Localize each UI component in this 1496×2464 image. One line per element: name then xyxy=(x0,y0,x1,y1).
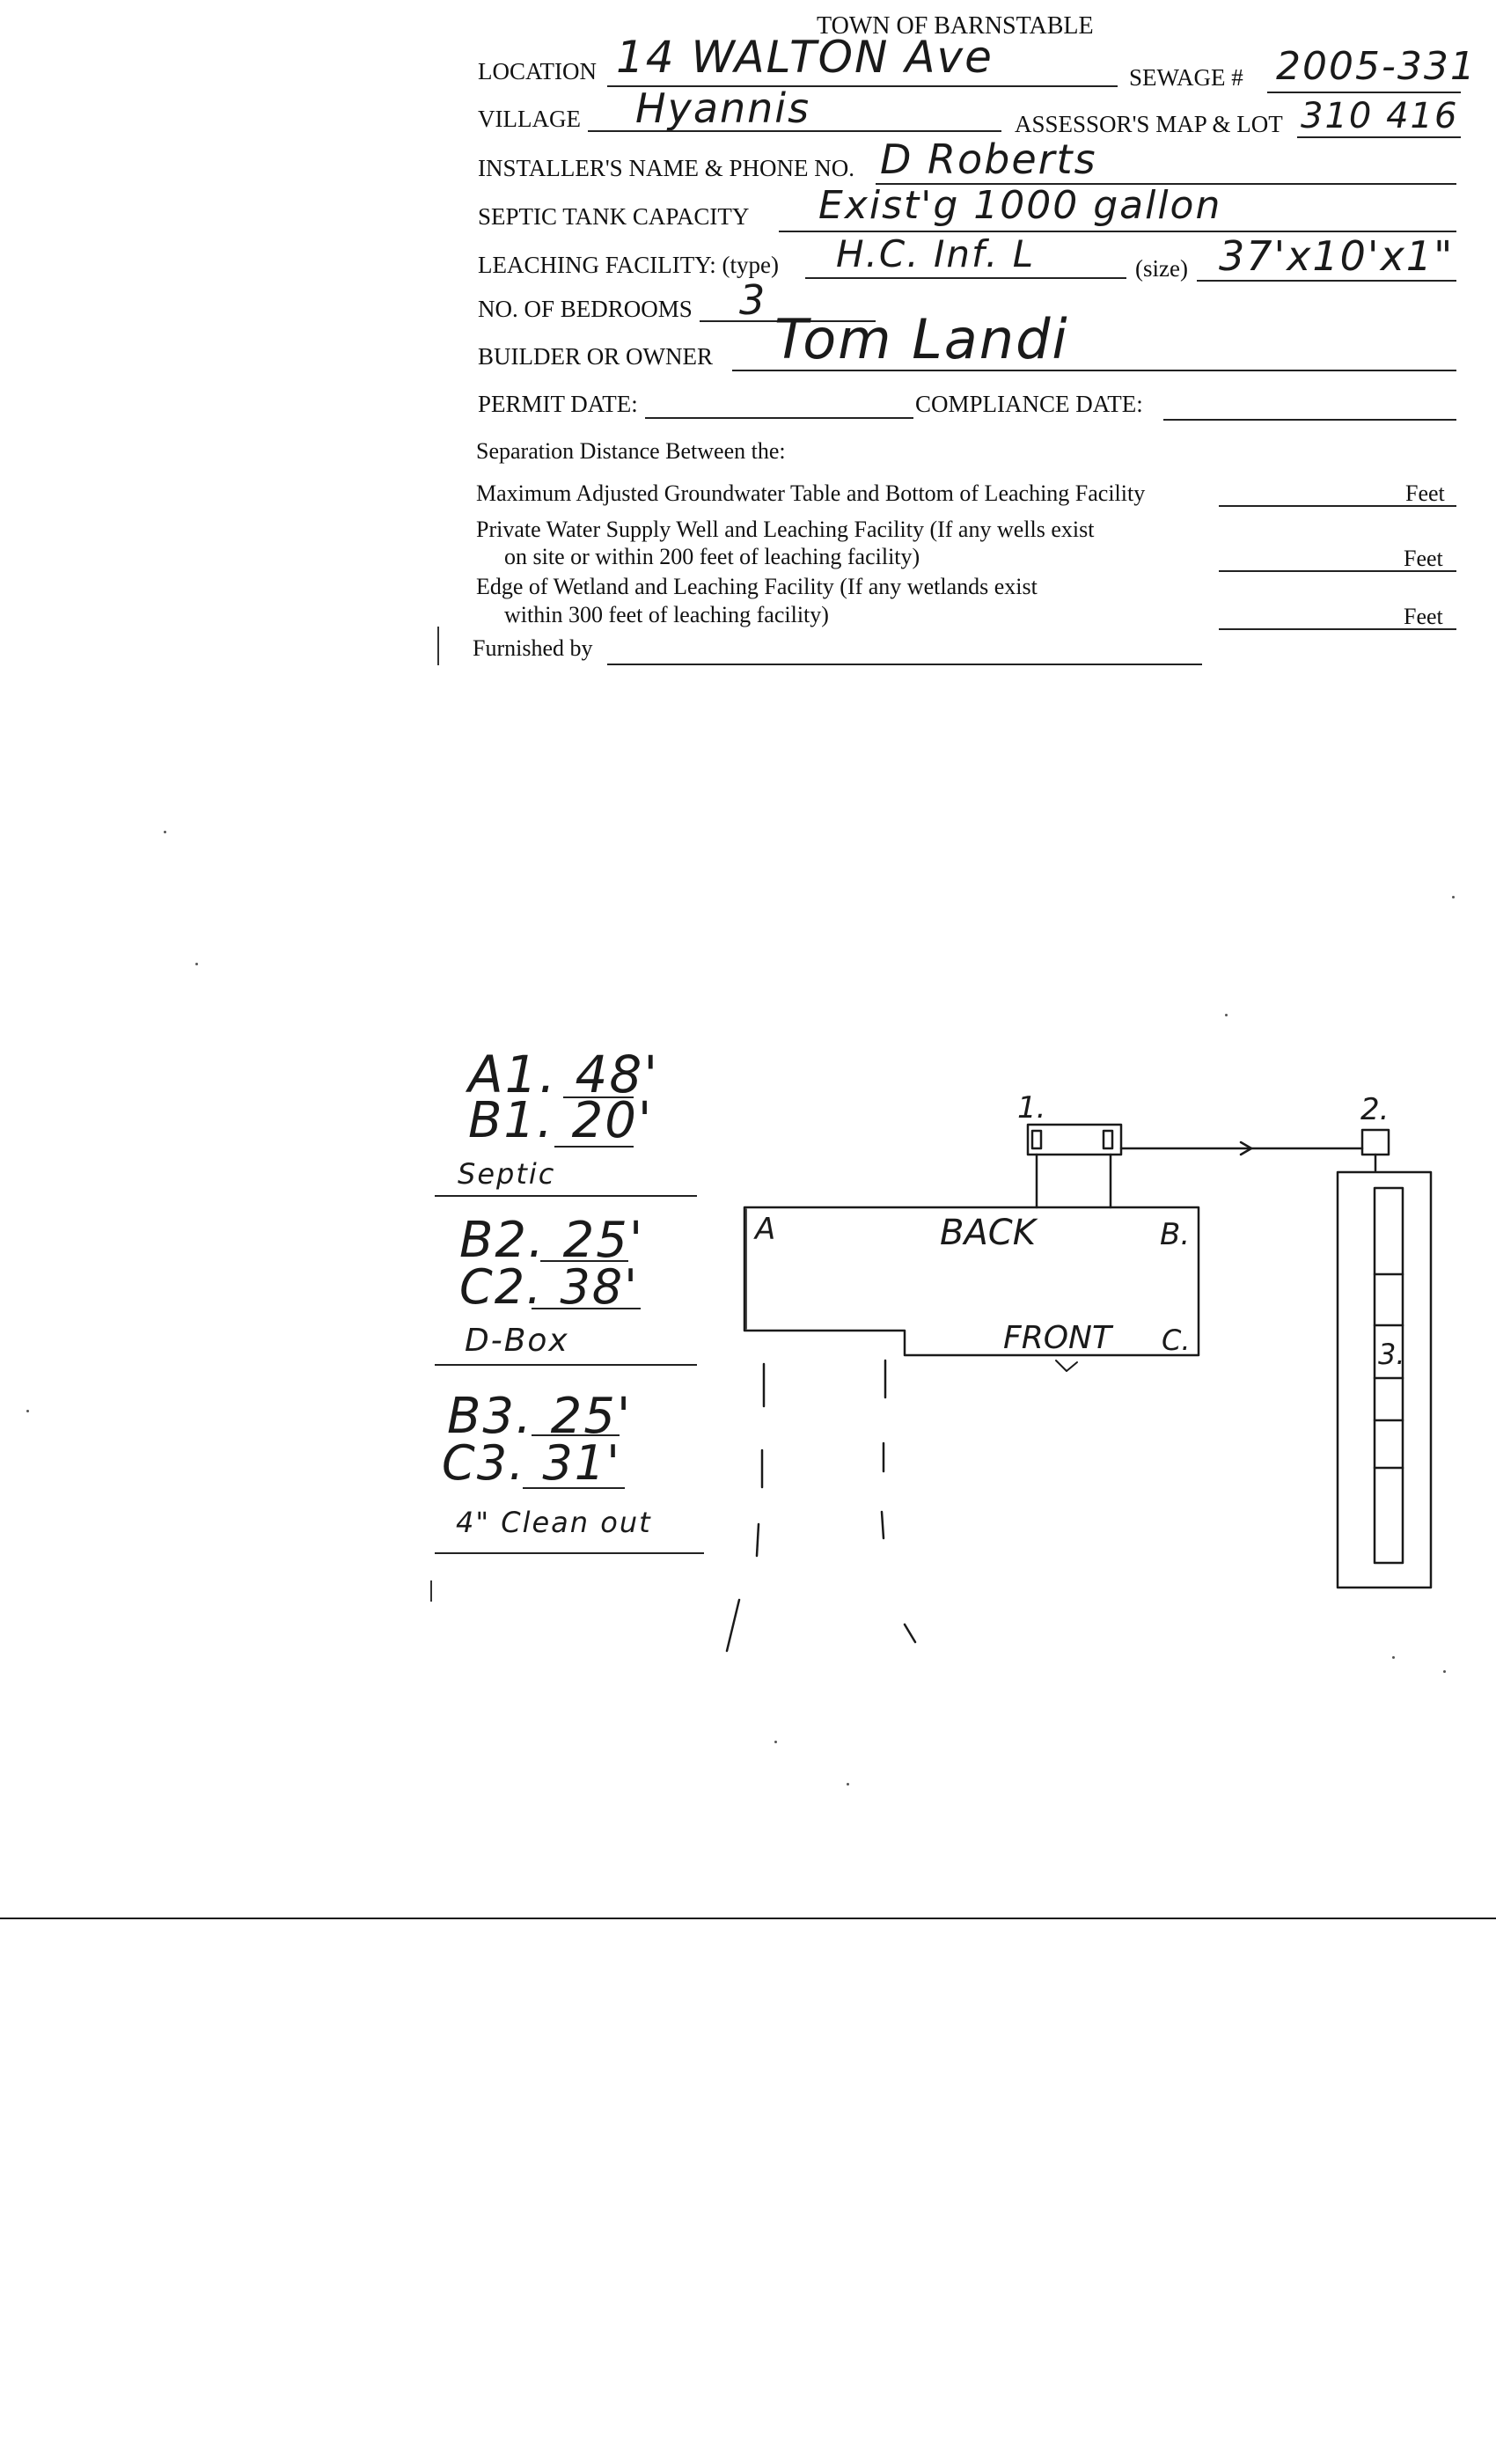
assessor-label: ASSESSOR'S MAP & LOT xyxy=(1015,111,1283,137)
scan-speck xyxy=(1443,1670,1446,1673)
furnished-by-label: Furnished by xyxy=(473,635,593,661)
separation-item-text-2: on site or within 200 feet of leaching facility) xyxy=(504,544,920,569)
leaching-size-label: (size) xyxy=(1135,255,1188,282)
location-label: LOCATION xyxy=(478,58,597,84)
builder-value: Tom Landi xyxy=(774,307,1069,371)
note-caption-dbox: D-Box xyxy=(465,1323,569,1359)
location-value: 14 WALTON Ave xyxy=(616,32,994,83)
septic-capacity-label: SEPTIC TANK CAPACITY xyxy=(478,203,750,230)
septic-tank-outlet xyxy=(1104,1131,1112,1148)
note-value: 38' xyxy=(560,1259,639,1315)
note-value: 25' xyxy=(550,1388,633,1445)
separation-unit: Feet xyxy=(1404,546,1443,571)
driveway-left xyxy=(727,1600,739,1651)
scan-speck xyxy=(26,1410,29,1412)
note-label: B1. xyxy=(468,1092,554,1149)
separation-heading: Separation Distance Between the: xyxy=(476,438,786,464)
village-label: VILLAGE xyxy=(478,106,581,132)
note-label: B2. xyxy=(459,1212,546,1269)
scan-speck xyxy=(847,1783,849,1786)
scan-speck xyxy=(1392,1656,1395,1659)
separation-item-text: Private Water Supply Well and Leaching Facility (If any wells exist xyxy=(476,517,1095,542)
separation-unit: Feet xyxy=(1404,604,1443,629)
separation-unit: Feet xyxy=(1405,480,1445,506)
note-label: C2. xyxy=(459,1259,544,1315)
builder-label: BUILDER OR OWNER xyxy=(478,343,713,370)
separation-item-text: Edge of Wetland and Leaching Facility (If any wetlands exist xyxy=(476,574,1038,599)
bedrooms-label: NO. OF BEDROOMS xyxy=(478,296,693,322)
scan-speck xyxy=(1452,896,1455,898)
sewage-value: 2005-331 xyxy=(1276,44,1477,89)
installer-value: D Roberts xyxy=(880,136,1097,183)
septic-tank-inlet xyxy=(1032,1131,1041,1148)
compliance-date-label: COMPLIANCE DATE: xyxy=(915,391,1143,417)
note-label: B3. xyxy=(447,1388,533,1445)
driveway-right xyxy=(905,1624,915,1642)
note-label: A1. xyxy=(468,1045,558,1104)
permit-date-label: PERMIT DATE: xyxy=(478,391,638,417)
marker-1: 1. xyxy=(1017,1090,1046,1126)
installer-label: INSTALLER'S NAME & PHONE NO. xyxy=(478,155,854,181)
village-value: Hyannis xyxy=(635,84,811,132)
front-label: FRONT xyxy=(1003,1320,1111,1356)
note-value: 48' xyxy=(575,1045,660,1104)
separation-item-text-2: within 300 feet of leaching facility) xyxy=(504,602,829,627)
driveway-left xyxy=(757,1524,759,1556)
marker-3: 3. xyxy=(1378,1338,1405,1371)
note-value: 31' xyxy=(542,1435,621,1491)
corner-label-a: A xyxy=(755,1212,776,1247)
back-label: BACK xyxy=(940,1213,1036,1253)
bedrooms-value: 3 xyxy=(739,276,767,324)
scan-speck xyxy=(195,963,198,965)
note-caption-septic: Septic xyxy=(458,1157,556,1191)
leaching-trench-inner xyxy=(1375,1188,1403,1563)
front-mark xyxy=(1056,1360,1077,1371)
leaching-trench-outer xyxy=(1338,1172,1431,1588)
leaching-type-label: LEACHING FACILITY: (type) xyxy=(478,252,779,278)
septic-capacity-value: Exist'g 1000 gallon xyxy=(818,183,1222,228)
form-title: TOWN OF BARNSTABLE xyxy=(817,12,1094,40)
scan-speck xyxy=(774,1741,777,1743)
note-value: 25' xyxy=(562,1212,645,1269)
leaching-size-value: 37'x10'x1" xyxy=(1219,232,1455,280)
corner-label-b: B. xyxy=(1160,1217,1191,1252)
distribution-box xyxy=(1362,1130,1389,1155)
marker-2: 2. xyxy=(1360,1092,1390,1127)
note-value: 20' xyxy=(571,1092,654,1149)
assessor-value: 310 416 xyxy=(1301,96,1459,136)
note-caption-cleanout: 4" Clean out xyxy=(456,1506,652,1539)
note-label: C3. xyxy=(442,1435,526,1491)
sewage-label: SEWAGE # xyxy=(1129,64,1243,91)
scan-speck xyxy=(164,831,166,833)
corner-label-c: C. xyxy=(1162,1324,1191,1357)
scan-speck xyxy=(1225,1014,1228,1016)
driveway-right xyxy=(882,1512,884,1538)
leaching-type-value: H.C. Inf. L xyxy=(836,232,1036,275)
separation-item-text: Maximum Adjusted Groundwater Table and Bottom of Leaching Facility xyxy=(476,480,1146,506)
